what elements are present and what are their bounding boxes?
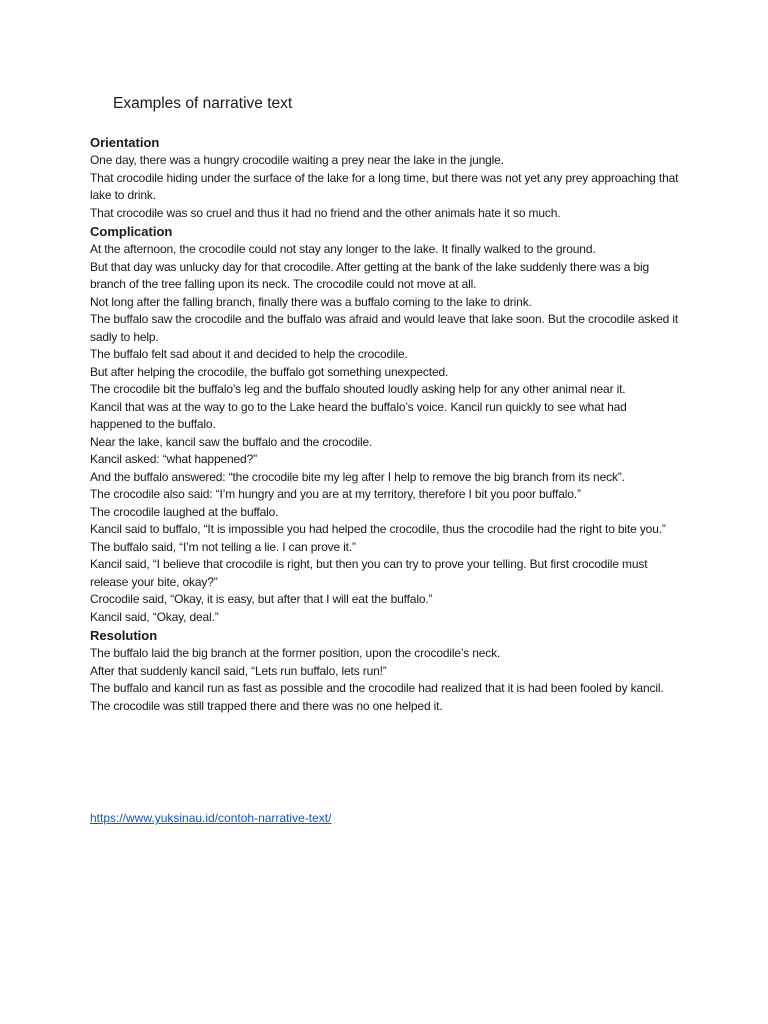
paragraph: At the afternoon, the crocodile could not stay any longer to the lake. It finally walked to the ground. [90, 242, 596, 256]
paragraph: But that day was unlucky day for that crocodile. After getting at the bank of the lake suddenly there was a big branch of the tree falling upon its neck. The crocodile could not move at all. [90, 259, 650, 291]
paragraph: The buffalo felt sad about it and decided to help the crocodile. [90, 347, 408, 361]
paragraph: The crocodile was still trapped there and there was no one helped it. [90, 698, 443, 713]
document-body [90, 133, 680, 715]
paragraph: And the buffalo answered: “the crocodile bite my leg after I help to remove the big branch from its neck”. [90, 469, 625, 484]
paragraph: The buffalo said, “I’m not telling a lie. I can prove it.” [90, 539, 356, 554]
paragraph: Kancil asked: “what happened?” [90, 452, 257, 466]
paragraph: The buffalo laid the big branch at the former position, upon the crocodile’s neck. [90, 646, 501, 660]
paragraph: Near the lake, kancil saw the buffalo and the crocodile. [90, 434, 373, 449]
paragraph: That crocodile hiding under the surface of the lake for a long time, but there was not yet any prey approaching that lake to drink. [90, 170, 679, 202]
paragraph: But after helping the crocodile, the buffalo got something unexpected. [90, 364, 449, 379]
paragraph: That crocodile was so cruel and thus it had no friend and the other animals hate it so much. [90, 205, 561, 220]
paragraph: The crocodile bit the buffalo’s leg and the buffalo shouted loudly asking help for any other animal near it. [90, 382, 626, 396]
paragraph: Kancil said to buffalo, “It is impossible you had helped the crocodile, thus the crocodile had the right to bite you.” [90, 522, 666, 536]
section-heading-orientation: Orientation [90, 135, 160, 150]
section-heading-complication: Complication [90, 224, 173, 239]
source-link[interactable]: https://www.yuksinau.id/contoh-narrative-text/ [90, 811, 332, 825]
paragraph: The crocodile also said: “I’m hungry and you are at my territory, therefore I bit you poor buffalo.” [90, 487, 581, 501]
paragraph: Not long after the falling branch, finally there was a buffalo coming to the lake to drink. [90, 294, 532, 309]
paragraph: The buffalo and kancil run as fast as possible and the crocodile had realized that it is had been fooled by kancil. [90, 681, 664, 695]
paragraph: The crocodile laughed at the buffalo. [90, 504, 279, 519]
paragraph: Crocodile said, “Okay, it is easy, but after that I will eat the buffalo.” [90, 592, 433, 606]
paragraph: One day, there was a hungry crocodile waiting a prey near the lake in the jungle. [90, 153, 504, 167]
document-title: Examples of narrative text [113, 95, 293, 112]
paragraph: The buffalo saw the crocodile and the buffalo was afraid and would leave that lake soon. But the crocodile asked it sadly to help. [90, 312, 679, 344]
paragraph: After that suddenly kancil said, “Lets run buffalo, lets run!” [90, 663, 387, 678]
section-heading-resolution: Resolution [90, 628, 158, 643]
paragraph: Kancil that was at the way to go to the Lake heard the buffalo’s voice. Kancil run quickly to see what had happened to the buffalo. [90, 399, 627, 431]
paragraph: Kancil said, “Okay, deal.” [90, 609, 219, 624]
paragraph: Kancil said, “I believe that crocodile is right, but then you can try to prove your telling. But first crocodile must release your bite, okay?” [90, 557, 648, 589]
